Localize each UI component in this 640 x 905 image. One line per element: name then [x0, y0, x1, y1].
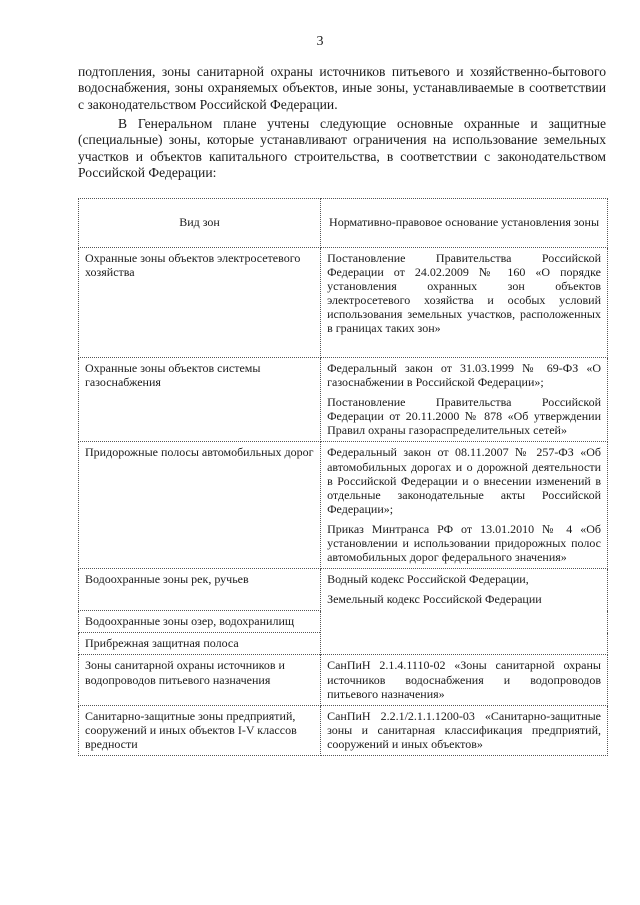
zone-cell — [79, 655, 321, 705]
zone-cell — [79, 633, 321, 655]
legal-reference: Водный кодекс Российской Федерации, — [327, 572, 529, 587]
page-number: 3 — [316, 34, 324, 49]
zone-name: Водоохранные зоны рек, ручьев — [85, 572, 249, 587]
legal-reference: СанПиН 2.2.1/2.1.1.1200-03 «Санитарно-защитные зоны и санитарная классификация предприятий, сооружений и иных объектов» — [327, 708, 601, 751]
legal-reference: СанПиН 2.1.4.1110-02 «Зоны санитарной охраны источников водоснабжения и водопроводов питьевого назначения» — [327, 658, 601, 701]
zone-name: Охранные зоны объектов системы газоснабжения — [85, 361, 261, 390]
zone-name: Санитарно-защитные зоны предприятий, сооружений и иных объектов I-V классов вредности — [85, 708, 297, 751]
zone-name: Прибрежная защитная полоса — [85, 636, 239, 651]
zone-name: Придорожные полосы автомобильных дорог — [85, 445, 314, 460]
basis-cell — [321, 705, 608, 755]
basis-cell — [321, 569, 608, 655]
header-zone-type: Вид зон — [79, 199, 321, 248]
table-row — [79, 358, 608, 442]
legal-reference: Приказ Минтранса РФ от 13.01.2010 № 4 «Об установлении и использовании придорожных полос автомобильных дорог федерального значения» — [327, 521, 601, 565]
legal-reference: Постановление Правительства Российской Федерации от 24.02.2009 № 160 «О порядке установления охранных зон объектов электросетевого хозяйства и особых условий использования земельных участков, расположенных в границах таких зон» — [327, 251, 601, 336]
basis-cell — [321, 655, 608, 705]
legal-reference: Земельный кодекс Российской Федерации — [327, 592, 542, 607]
table-row — [79, 248, 608, 358]
header-legal-basis: Нормативно-правовое основание установления зоны — [321, 199, 608, 248]
zone-cell — [79, 611, 321, 633]
legal-reference: Федеральный закон от 31.03.1999 № 69-ФЗ «О газоснабжении в Российской Федерации»; — [327, 361, 601, 390]
zone-cell — [79, 705, 321, 755]
legal-reference: Постановление Правительства Российской Федерации от 20.11.2000 № 878 «Об утверждении Правил охраны газораспределительных сетей» — [327, 395, 601, 438]
table-header-row — [79, 199, 608, 248]
zone-cell — [79, 248, 321, 358]
zone-name: Охранные зоны объектов электросетевого хозяйства — [85, 251, 301, 280]
table-row — [79, 655, 608, 705]
table-row — [79, 705, 608, 755]
zone-cell — [79, 442, 321, 569]
zone-cell — [79, 358, 321, 442]
zones-table — [78, 198, 608, 756]
table-row — [79, 442, 608, 569]
intro-paragraph: подтопления, зоны санитарной охраны источников питьевого и хозяйственно-бытового водоснабжения, зоны охраняемых объектов, иные зоны, устанавливаемые в соответствии с законодательством Российской Федерации. — [78, 64, 606, 112]
zone-name: Водоохранные зоны озер, водохранилищ — [85, 614, 295, 629]
basis-cell — [321, 248, 608, 358]
table-row — [79, 569, 608, 611]
basis-cell — [321, 442, 608, 569]
zone-cell — [79, 569, 321, 611]
basis-cell — [321, 358, 608, 442]
zone-name: Зоны санитарной охраны источников и водопроводов питьевого назначения — [85, 658, 285, 687]
second-paragraph: В Генеральном плане учтены следующие основные охранные и защитные (специальные) зоны, которые устанавливают ограничения на использование земельных участков и объектов капитального строительства, в соответствии с законодательством Российской Федерации: — [78, 116, 606, 181]
legal-reference: Федеральный закон от 08.11.2007 № 257-ФЗ «Об автомобильных дорогах и о дорожной деятельности в Российской Федерации и о внесении изменений в отдельные законодательные акты Российской Федерации»; — [327, 445, 601, 516]
